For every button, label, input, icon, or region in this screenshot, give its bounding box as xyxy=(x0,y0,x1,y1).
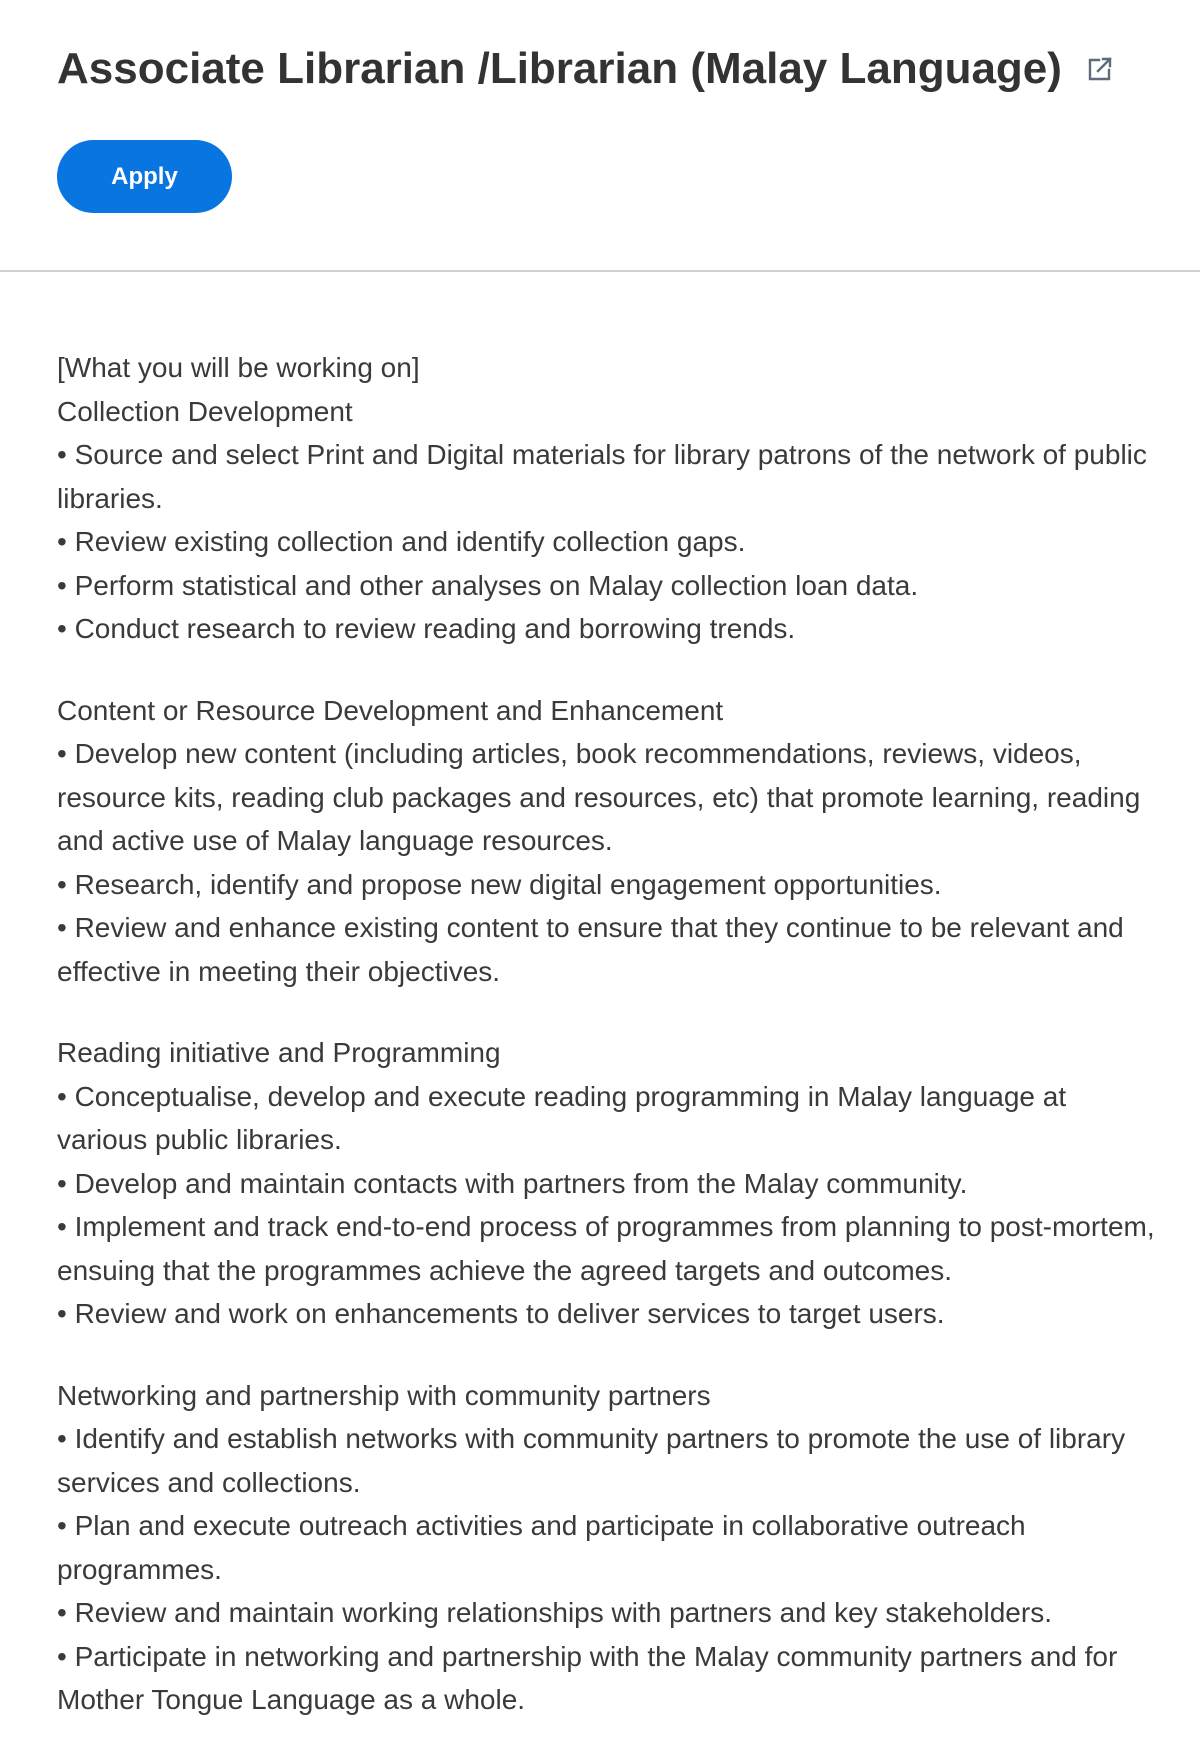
section-heading: Networking and partnership with community partners xyxy=(57,1379,711,1411)
list-item: • Research, identify and propose new digital engagement opportunities. xyxy=(57,868,942,900)
list-item: • Review existing collection and identify collection gaps. xyxy=(57,526,746,557)
job-header xyxy=(0,0,1200,272)
apply-button[interactable]: Apply xyxy=(57,140,232,213)
list-item: • Participate in networking and partnership with the Malay community partners and for Mother Tongue Language as a whole. xyxy=(57,1640,1118,1715)
section-reading-programming xyxy=(57,1031,1157,1336)
title-row xyxy=(57,44,1114,94)
list-item: • Perform statistical and other analyses on Malay collection loan data. xyxy=(57,569,919,601)
section-heading: Reading initiative and Programming xyxy=(57,1037,501,1068)
job-description xyxy=(57,346,1157,1722)
section-networking-partnership xyxy=(57,1374,1157,1722)
list-item: • Review and enhance existing content to ensure that they continue to be relevant and effective in meeting their objectives. xyxy=(57,912,1124,987)
list-item: • Develop and maintain contacts with partners from the Malay community. xyxy=(57,1167,968,1199)
list-item: • Implement and track end-to-end process of programmes from planning to post-mortem, ensuing that the programmes achieve the agreed targets and outcomes. xyxy=(57,1211,1155,1286)
list-item: • Develop new content (including articles, book recommendations, reviews, videos, resource kits, reading club packages and resources, etc) that promote learning, reading and active use of Malay language resources. xyxy=(57,738,1141,856)
section-collection-development xyxy=(57,390,1157,651)
section-heading: Collection Development xyxy=(57,395,353,427)
list-item: • Review and work on enhancements to deliver services to target users. xyxy=(57,1298,945,1329)
job-title: Associate Librarian /Librarian (Malay Language) xyxy=(57,44,1062,93)
list-item: • Conceptualise, develop and execute reading programming in Malay language at various public libraries. xyxy=(57,1080,1067,1155)
list-item: • Plan and execute outreach activities and participate in collaborative outreach programmes. xyxy=(57,1510,1026,1585)
header-divider xyxy=(0,270,1200,272)
list-item: • Identify and establish networks with community partners to promote the use of library services and collections. xyxy=(57,1423,1126,1498)
section-heading: Content or Resource Development and Enhancement xyxy=(57,694,724,726)
list-item: • Review and maintain working relationships with partners and key stakeholders. xyxy=(57,1597,1052,1628)
section-content-development xyxy=(57,689,1157,994)
list-item: • Source and select Print and Digital materials for library patrons of the network of public libraries. xyxy=(57,439,1147,514)
external-link-icon[interactable] xyxy=(1086,55,1114,83)
intro-label: [What you will be working on] xyxy=(57,352,420,383)
list-item: • Conduct research to review reading and borrowing trends. xyxy=(57,613,796,644)
